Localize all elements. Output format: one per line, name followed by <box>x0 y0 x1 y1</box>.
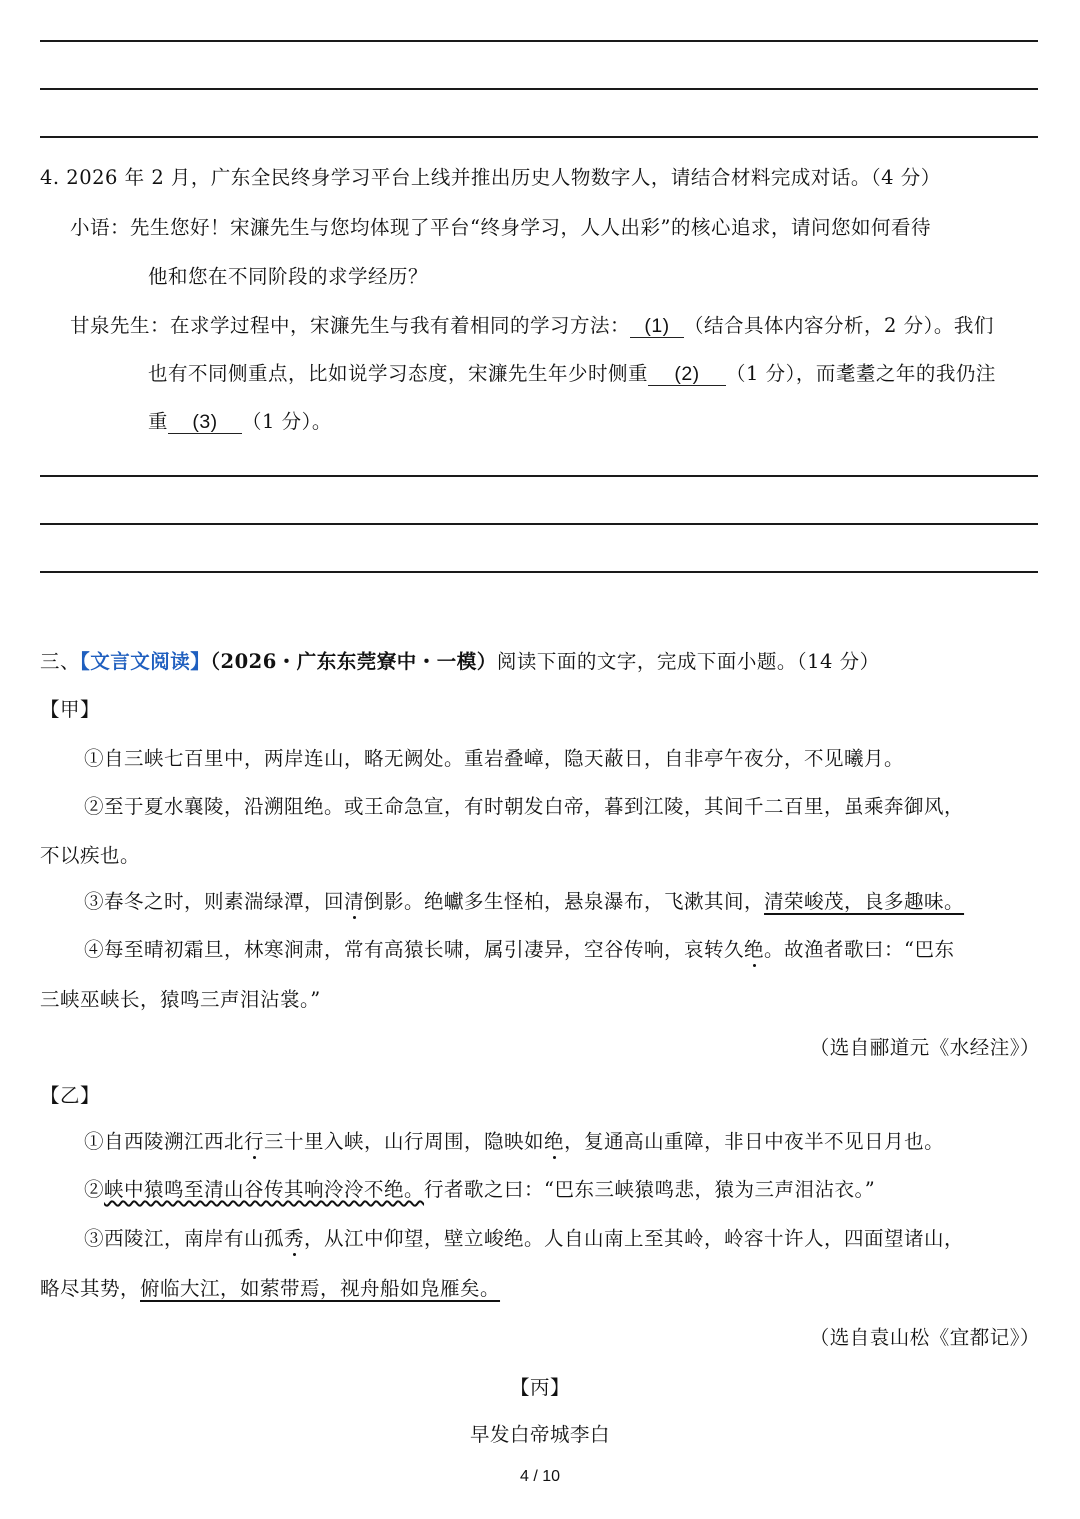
answer-line <box>40 88 1038 90</box>
q4-ganquan-line2 <box>148 358 996 386</box>
section-tag: 【文言文阅读】 <box>80 650 211 673</box>
jia-p4-line2: 三峡巫峡长，猿鸣三声泪沾裳。” <box>40 988 321 1011</box>
section-number: 三、 <box>40 650 81 673</box>
page-number: 4 / 10 <box>519 1468 561 1485</box>
bing-label: 【丙】 <box>509 1376 570 1399</box>
yi-text: ①自西陵溯江西北 <box>84 1130 245 1153</box>
underlined-sentence: 俯临大江，如萦带焉，视舟船如凫雁矣。 <box>140 1277 501 1300</box>
q4-stem: 4. 2026 年 2 月，广东全民终身学习平台上线并推出历史人物数字人，请结合材料完成对话。（4 分） <box>40 166 941 189</box>
yi-p3-line2 <box>40 1273 500 1301</box>
wavy-underlined-sentence: 峡中猿鸣至清山谷传其响泠泠不绝。 <box>104 1178 425 1201</box>
blank-2[interactable]: (2) <box>648 364 726 386</box>
yi-credit: （选自袁山松《宜都记》） <box>809 1326 1040 1349</box>
emphasis-char: 行 <box>244 1130 265 1153</box>
blank-3[interactable]: (3) <box>168 412 242 434</box>
yi-text: ③西陵江，南岸有山孤 <box>84 1227 285 1250</box>
emphasis-char: 清 <box>344 890 365 913</box>
jia-label: 【甲】 <box>40 698 101 721</box>
jia-p1: ①自三峡七百里中，两岸连山，略无阙处。重岩叠嶂，隐天蔽日，自非亭午夜分，不见曦月。 <box>84 747 905 770</box>
jia-credit: （选自郦道元《水经注》） <box>809 1036 1040 1059</box>
q4-xiaoyu-line2: 他和您在不同阶段的求学经历？ <box>148 265 429 288</box>
q4-xiaoyu-line1: 小语：先生您好！宋濂先生与您均体现了平台“终身学习，人人出彩”的核心追求，请问您如何看待 <box>70 216 931 239</box>
ganquan-text: 也有不同侧重点，比如说学习态度，宋濂先生年少时侧重 <box>148 362 649 385</box>
yi-text: ，从江中仰望，壁立峻绝。人自山南上至其岭，岭容十许人，四面望诸山， <box>304 1227 965 1250</box>
ganquan-text: 重 <box>148 410 169 433</box>
section3-heading <box>40 646 880 674</box>
yi-label: 【乙】 <box>40 1084 101 1107</box>
jia-p3 <box>84 886 964 914</box>
blank-1[interactable]: (1) <box>630 316 684 338</box>
yi-text: ② <box>84 1178 105 1201</box>
underlined-sentence: 清荣峻茂，良多趣味。 <box>764 890 965 913</box>
ganquan-text: 甘泉先生：在求学过程中，宋濂先生与我有着相同的学习方法： <box>70 314 631 337</box>
q4-ganquan-line1 <box>70 310 994 338</box>
section-source: （2026・广东东莞寮中・一模） <box>210 650 497 673</box>
section-instruction: 阅读下面的文字，完成下面小题。（14 分） <box>496 650 880 673</box>
yi-p2 <box>84 1174 875 1202</box>
jia-text: ④每至晴初霜旦，林寒涧肃，常有高猿长啸，属引凄异，空谷传响，哀转久 <box>84 938 745 961</box>
jia-p2-line1: ②至于夏水襄陵，沿溯阻绝。或王命急宣，有时朝发白帝，暮到江陵，其间千二百里，虽乘奔御风， <box>84 795 965 818</box>
emphasis-char: 秀 <box>284 1227 305 1250</box>
yi-p3-line1 <box>84 1223 964 1251</box>
ganquan-text: （1 分）。 <box>242 410 332 433</box>
emphasis-char: 绝 <box>544 1130 565 1153</box>
jia-text: 。故渔者歌曰：“巴东 <box>764 938 955 961</box>
ganquan-text: （结合具体内容分析，2 分）。我们 <box>684 314 994 337</box>
answer-line <box>40 571 1038 573</box>
jia-p2-line2: 不以疾也。 <box>40 844 141 867</box>
yi-text: 三十里入峡，山行周围，隐映如 <box>264 1130 545 1153</box>
answer-line <box>40 523 1038 525</box>
yi-text: ，复通高山重障，非日中夜半不见日月也。 <box>564 1130 945 1153</box>
emphasis-char: 绝 <box>744 938 765 961</box>
ganquan-text: （1 分），而耄耋之年的我仍注 <box>726 362 996 385</box>
answer-line <box>40 40 1038 42</box>
answer-line <box>40 475 1038 477</box>
jia-p4-line1 <box>84 934 955 962</box>
q4-ganquan-line3 <box>148 406 332 434</box>
jia-text: ③春冬之时，则素湍绿潭，回 <box>84 890 345 913</box>
jia-text: 倒影。绝巘多生怪柏，悬泉瀑布，飞漱其间， <box>364 890 765 913</box>
yi-p1 <box>84 1126 944 1154</box>
yi-text: 行者歌之曰：“巴东三峡猿鸣悲，猿为三声泪沾衣。” <box>424 1178 876 1201</box>
answer-line <box>40 136 1038 138</box>
poem-title: 早发白帝城李白 <box>469 1423 610 1446</box>
yi-text: 略尽其势， <box>40 1277 141 1300</box>
